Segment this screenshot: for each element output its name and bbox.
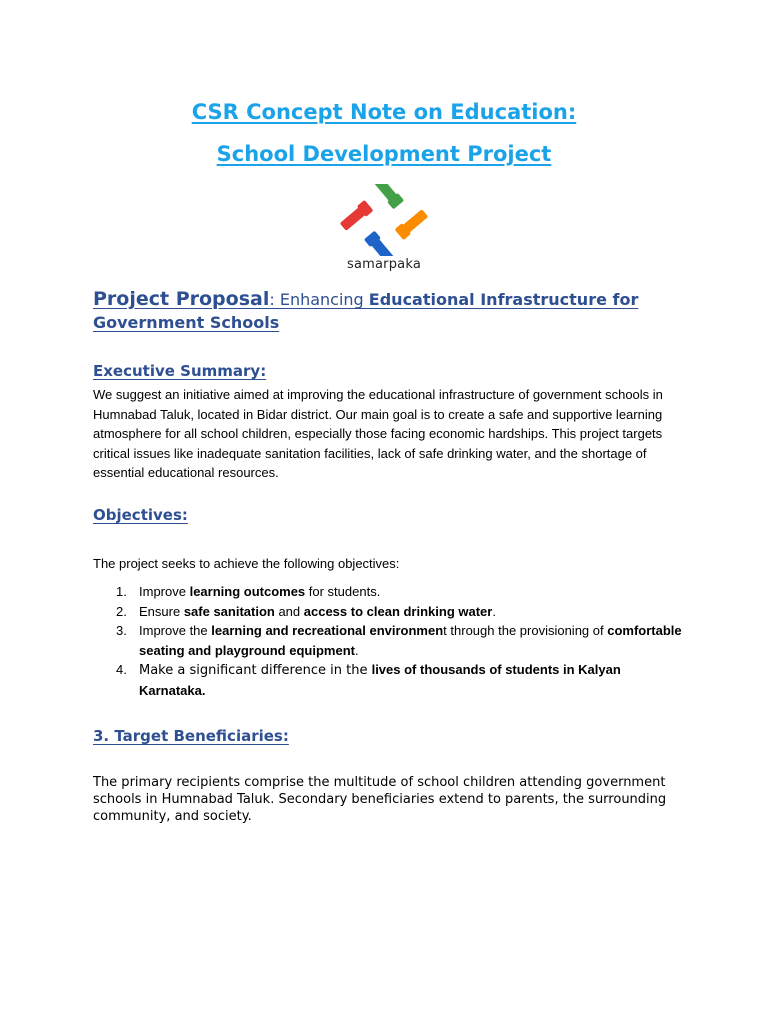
list-text: Improve the	[139, 623, 212, 638]
executive-summary-heading: Executive Summary:	[93, 362, 267, 380]
document-title-line2: School Development Project	[216, 142, 552, 166]
list-text-bold: learning outcomes	[189, 584, 306, 599]
project-proposal-heading	[93, 288, 693, 334]
logo-wordmark: samarpaka	[347, 257, 421, 272]
list-text: Make a significant difference in the	[139, 663, 372, 678]
objectives-intro: The project seeks to achieve the following objectives:	[93, 556, 400, 571]
list-number: 1.	[116, 584, 127, 599]
samarpaka-logo	[336, 184, 432, 272]
list-text: .	[492, 603, 496, 619]
target-beneficiaries-heading: 3. Target Beneficiaries:	[93, 727, 289, 745]
proposal-label: Project Proposal	[93, 288, 270, 310]
list-text-bold: lives of thousands of students in Kalyan Karnataka.	[139, 662, 621, 698]
list-item	[93, 582, 683, 602]
list-number: 4.	[116, 662, 127, 677]
list-text-bold: access to clean drinking water	[303, 603, 493, 619]
proposal-title: Educational Infrastructure for Government Schools	[93, 290, 639, 332]
list-text: for students.	[305, 584, 381, 599]
list-number: 3.	[116, 623, 127, 638]
list-item	[93, 621, 683, 660]
hands-logo-icon	[336, 184, 432, 256]
objectives-heading: Objectives:	[93, 506, 188, 524]
list-text-bold: learning and recreational environmen	[211, 623, 444, 638]
list-item	[93, 602, 683, 622]
list-text: Improve	[139, 584, 190, 599]
list-text-bold: safe sanitation	[183, 603, 275, 619]
document-title-line1: CSR Concept Note on Education:	[191, 100, 577, 124]
list-item	[93, 660, 683, 700]
proposal-separator: : Enhancing	[269, 290, 369, 309]
list-text: Ensure	[139, 603, 184, 619]
list-text: and	[274, 603, 304, 619]
target-beneficiaries-text: The primary recipients comprise the multitude of school children attending government schools in Humnabad Taluk. Secondary beneficiaries extend to parents, the surrounding community, and society.	[93, 775, 667, 824]
executive-summary-text: We suggest an initiative aimed at improving the educational infrastructure of government schools in Humnabad Taluk, located in Bidar district. Our main goal is to create a safe and supportive learning atmosphere for all school children, especially those facing economic hardships. This project targets critical issues like inadequate sanitation facilities, lack of safe drinking water, and the shortage of essential educational resources.	[93, 387, 663, 480]
list-text: .	[354, 642, 359, 658]
list-number: 2.	[116, 603, 127, 619]
list-text-bold: comfortable seating and playground equipment	[139, 623, 682, 658]
objectives-list	[93, 582, 683, 700]
list-text: t through the provisioning of	[443, 623, 608, 638]
